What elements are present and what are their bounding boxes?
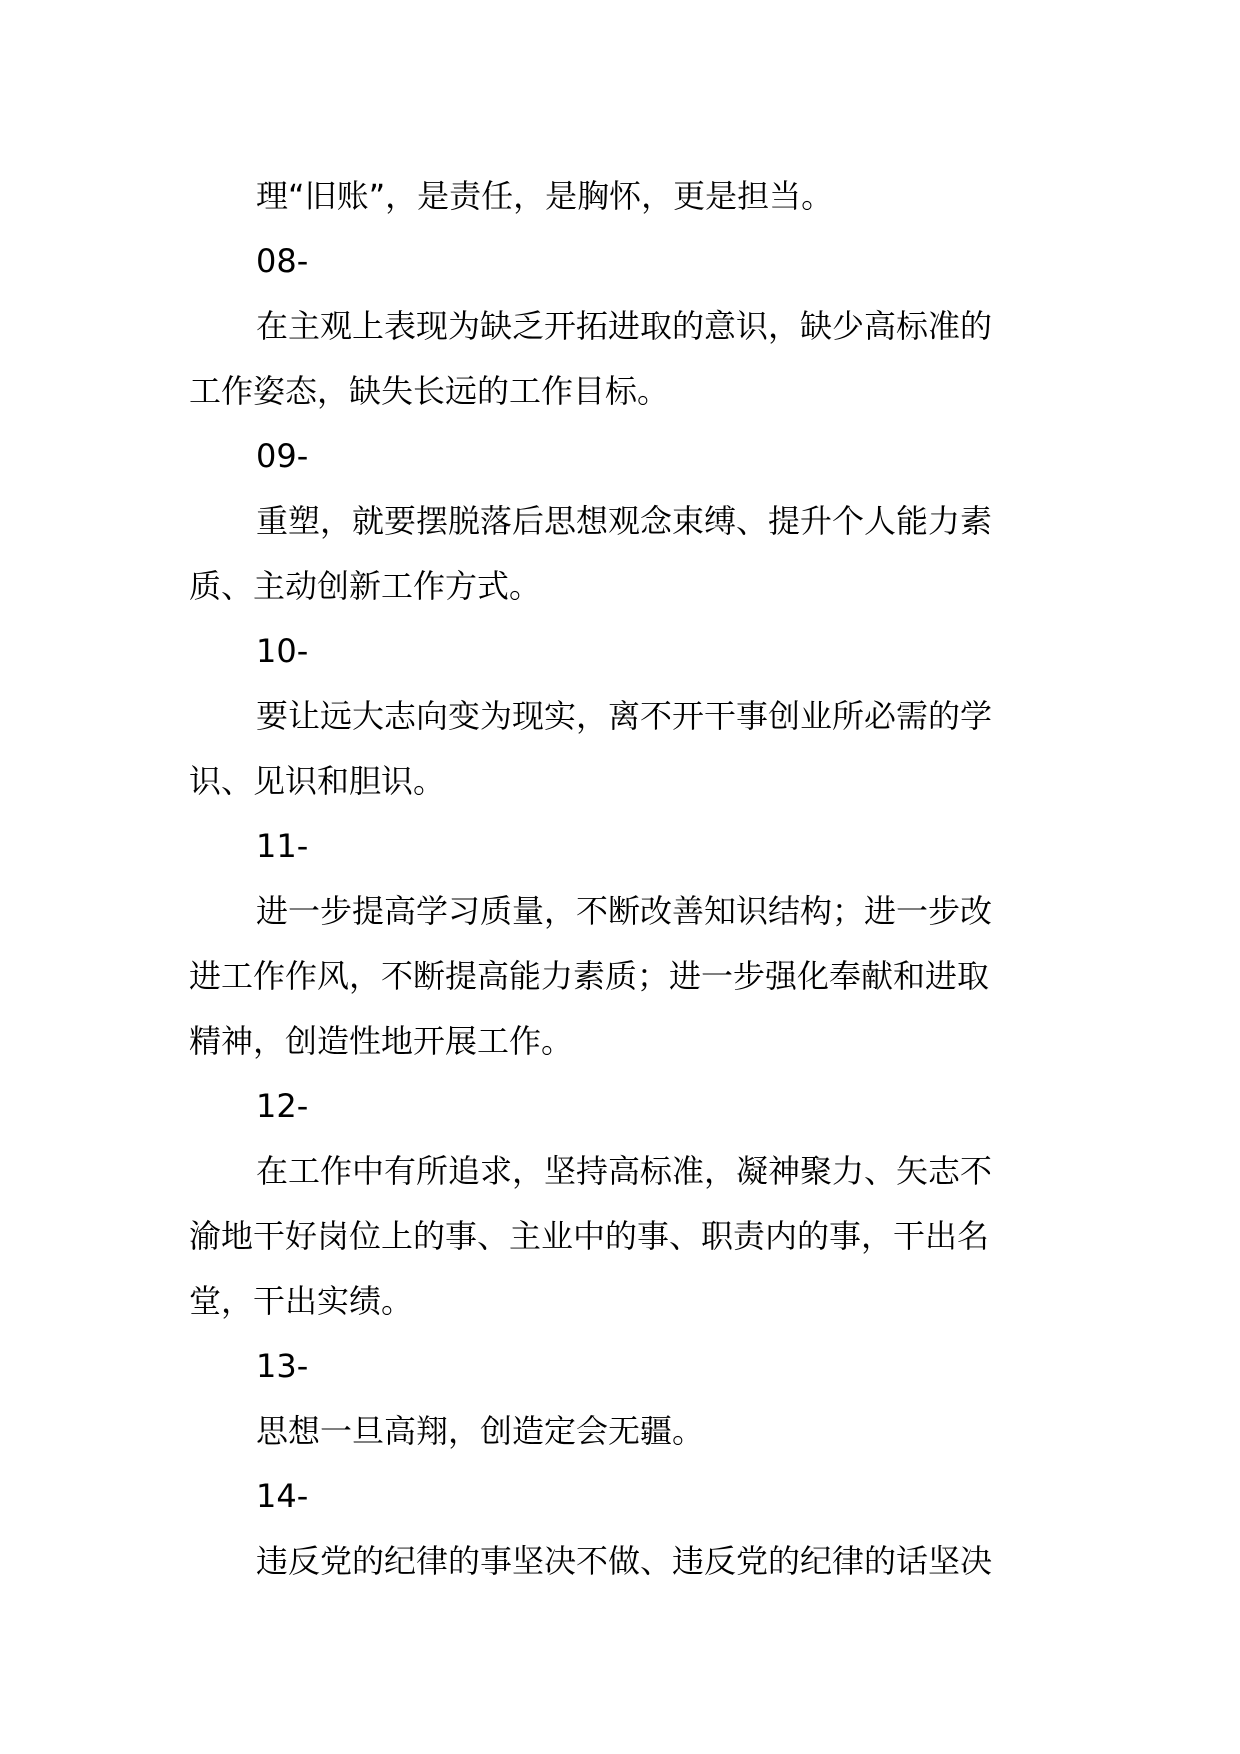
section-number: 11- (256, 827, 309, 865)
paragraph-line: 进一步提高学习质量，不断改善知识结构；进一步改 (256, 892, 993, 930)
paragraph-line: 理“旧账”，是责任，是胸怀，更是担当。 (256, 177, 834, 215)
paragraph-line: 渝地干好岗位上的事、主业中的事、职责内的事，干出名 (189, 1217, 990, 1255)
section-number: 13- (256, 1347, 309, 1385)
section-number: 08- (256, 242, 309, 280)
paragraph-line: 思想一旦高翔，创造定会无疆。 (256, 1412, 705, 1450)
paragraph-line: 重塑，就要摆脱落后思想观念束缚、提升个人能力素 (256, 502, 993, 540)
paragraph-line: 工作姿态，缺失长远的工作目标。 (189, 372, 670, 410)
paragraph-line: 要让远大志向变为现实，离不开干事创业所必需的学 (256, 697, 993, 735)
section-number: 09- (256, 437, 309, 475)
paragraph-line: 质、主动创新工作方式。 (189, 567, 542, 605)
paragraph-line: 在主观上表现为缺乏开拓进取的意识，缺少高标准的 (256, 307, 993, 345)
paragraph-line: 违反党的纪律的事坚决不做、违反党的纪律的话坚决 (256, 1542, 993, 1580)
paragraph-line: 精神，创造性地开展工作。 (189, 1022, 574, 1060)
paragraph-line: 在工作中有所追求，坚持高标准，凝神聚力、矢志不 (256, 1152, 993, 1190)
paragraph-line: 识、见识和胆识。 (189, 762, 446, 800)
section-number: 14- (256, 1477, 309, 1515)
section-number: 12- (256, 1087, 309, 1125)
paragraph-line: 进工作作风，不断提高能力素质；进一步强化奉献和进取 (189, 957, 990, 995)
section-number: 10- (256, 632, 309, 670)
paragraph-line: 堂，干出实绩。 (189, 1282, 414, 1320)
